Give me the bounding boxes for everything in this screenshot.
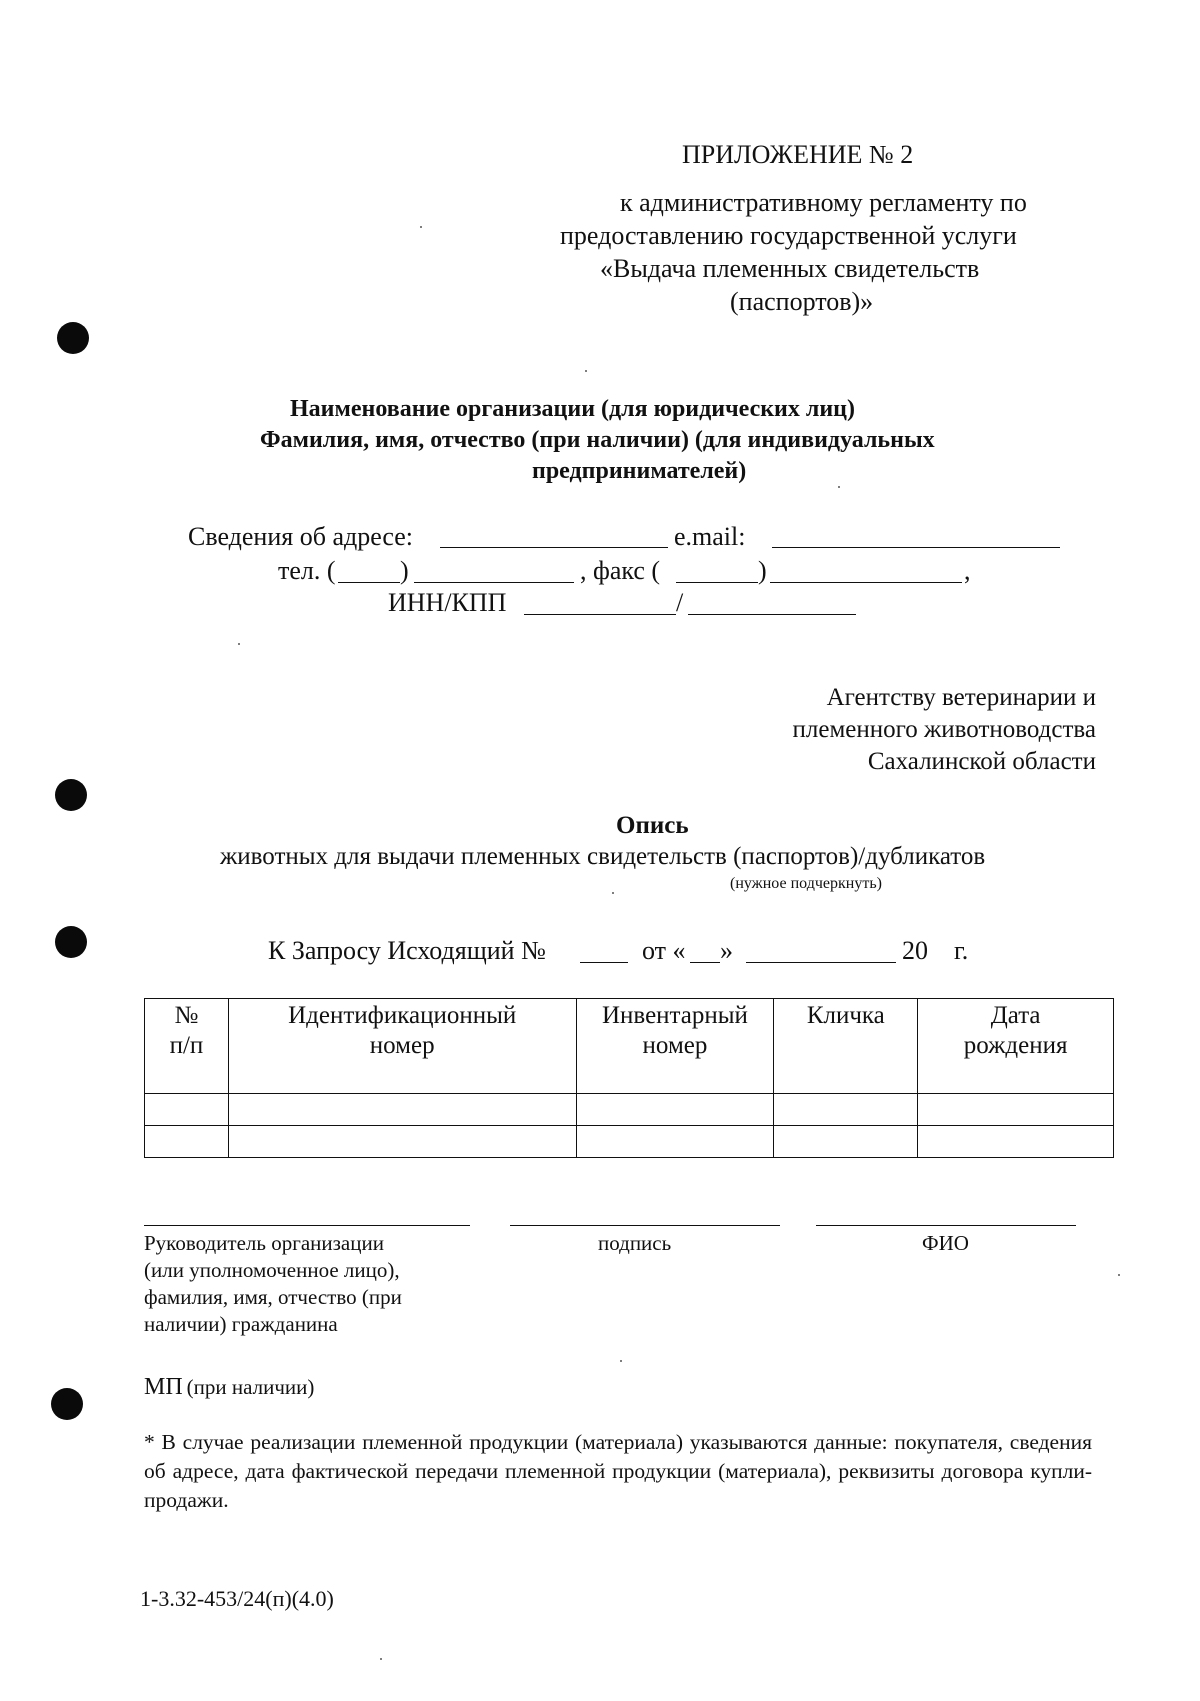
scan-speck: [238, 643, 240, 645]
org-heading-line2: Фамилия, имя, отчество (при наличии) (для индивидуальных: [260, 427, 935, 453]
table-row: [145, 1094, 1114, 1126]
role-signature-line[interactable]: [144, 1225, 470, 1226]
fax-label: , факс (: [580, 556, 661, 585]
recipient-line1: Агентству ветеринарии и: [826, 684, 1096, 711]
kpp-field-line[interactable]: [688, 614, 856, 615]
appendix-subtitle-3: «Выдача племенных свидетельств: [600, 254, 980, 283]
scan-speck: [1118, 1274, 1120, 1276]
footnote: * В случае реализации племенной продукции (материала) указываются данные: покупателя, сведения об адресе, дата фактической передачи племенной продукции (материала), реквизиты договора купли-продажи.: [144, 1430, 1092, 1512]
request-year: 20: [902, 936, 928, 965]
punch-hole-3: [55, 926, 87, 958]
recipient-line2: племенного животноводства: [792, 716, 1096, 743]
request-year-suffix: г.: [954, 936, 969, 965]
name-label: ФИО: [922, 1231, 969, 1255]
appendix-subtitle-4: (паспортов)»: [730, 287, 874, 316]
stamp-note: (при наличии): [186, 1375, 315, 1399]
header-number-line1: №: [174, 1002, 199, 1029]
stamp-label: МП: [144, 1374, 183, 1400]
request-month-field-line[interactable]: [746, 962, 896, 963]
table-cell[interactable]: [228, 1094, 576, 1126]
inn-label: ИНН/КПП: [388, 588, 507, 617]
email-label: e.mail:: [674, 522, 746, 551]
table-cell[interactable]: [918, 1126, 1114, 1158]
header-inventory-number: [576, 999, 774, 1094]
role-line3: фамилия, имя, отчество (при: [144, 1285, 402, 1309]
header-id-line2: номер: [369, 1032, 435, 1059]
table-header-row: [145, 999, 1114, 1094]
table-cell[interactable]: [228, 1126, 576, 1158]
inn-field-line[interactable]: [524, 614, 676, 615]
fax-code-field-line[interactable]: [676, 582, 758, 583]
punch-hole-4: [51, 1388, 83, 1420]
name-signature-line[interactable]: [816, 1225, 1076, 1226]
request-quote-close: »: [720, 936, 733, 965]
table-cell[interactable]: [576, 1094, 774, 1126]
header-id-number: [228, 999, 576, 1094]
inn-separator: /: [676, 588, 684, 617]
header-number: [145, 999, 229, 1094]
header-nickname-line1: Кличка: [806, 1002, 885, 1029]
header-id-line1: Идентификационный: [288, 1002, 517, 1029]
request-from: от «: [642, 936, 686, 965]
header-inventory-line2: номер: [642, 1032, 708, 1059]
signature-label: подпись: [598, 1231, 672, 1255]
signature-line[interactable]: [510, 1225, 780, 1226]
inventory-note: (нужное подчеркнуть): [730, 875, 882, 892]
scan-speck: [420, 226, 422, 228]
header-nickname: [774, 999, 918, 1094]
fax-number-field-line[interactable]: [770, 582, 962, 583]
tel-label: тел. (: [278, 556, 336, 585]
role-line2: (или уполномоченное лицо),: [144, 1258, 400, 1282]
scan-speck: [380, 1658, 382, 1660]
recipient-line3: Сахалинской области: [867, 748, 1096, 775]
tel-number-field-line[interactable]: [414, 582, 574, 583]
address-label: Сведения об адресе:: [188, 522, 414, 551]
animals-table: [144, 998, 1114, 1158]
request-number-field-line[interactable]: [580, 962, 628, 963]
table-cell[interactable]: [918, 1094, 1114, 1126]
document-code: 1-3.32-453/24(п)(4.0): [140, 1586, 334, 1611]
fax-close-paren: ): [758, 556, 767, 585]
table-row: [145, 1126, 1114, 1158]
table-cell[interactable]: [774, 1126, 918, 1158]
inventory-subtitle: животных для выдачи племенных свидетельств (паспортов)/дубликатов: [220, 843, 986, 870]
request-prefix: К Запросу Исходящий №: [268, 936, 546, 965]
tel-code-field-line[interactable]: [338, 582, 400, 583]
header-birth-line1: Дата: [990, 1002, 1041, 1029]
tel-close-paren: ): [400, 556, 409, 585]
request-day-field-line[interactable]: [690, 962, 720, 963]
scan-speck: [585, 370, 587, 372]
role-line1: Руководитель организации: [144, 1231, 384, 1255]
appendix-title: ПРИЛОЖЕНИЕ № 2: [682, 140, 914, 169]
header-birth-date: [918, 999, 1114, 1094]
punch-hole-1: [57, 322, 89, 354]
table-cell[interactable]: [145, 1126, 229, 1158]
scan-speck: [620, 1360, 622, 1362]
header-number-line2: п/п: [169, 1032, 204, 1059]
appendix-subtitle-2: предоставлению государственной услуги: [560, 221, 1017, 250]
inventory-title: Опись: [616, 812, 689, 839]
punch-hole-2: [55, 779, 87, 811]
org-heading-line1: Наименование организации (для юридических лиц): [290, 396, 855, 422]
appendix-subtitle-1: к административному регламенту по: [620, 188, 1027, 217]
table-cell[interactable]: [774, 1094, 918, 1126]
address-field-line[interactable]: [440, 547, 668, 548]
org-heading-line3: предпринимателей): [532, 458, 747, 484]
fax-comma: ,: [964, 556, 971, 585]
role-line4: наличии) гражданина: [144, 1312, 338, 1336]
scan-speck: [612, 892, 614, 894]
table-cell[interactable]: [576, 1126, 774, 1158]
header-inventory-line1: Инвентарный: [601, 1002, 748, 1029]
email-field-line[interactable]: [772, 547, 1060, 548]
table-cell[interactable]: [145, 1094, 229, 1126]
scan-speck: [838, 486, 840, 488]
stamp-line: [144, 1374, 314, 1401]
header-birth-line2: рождения: [963, 1032, 1068, 1059]
